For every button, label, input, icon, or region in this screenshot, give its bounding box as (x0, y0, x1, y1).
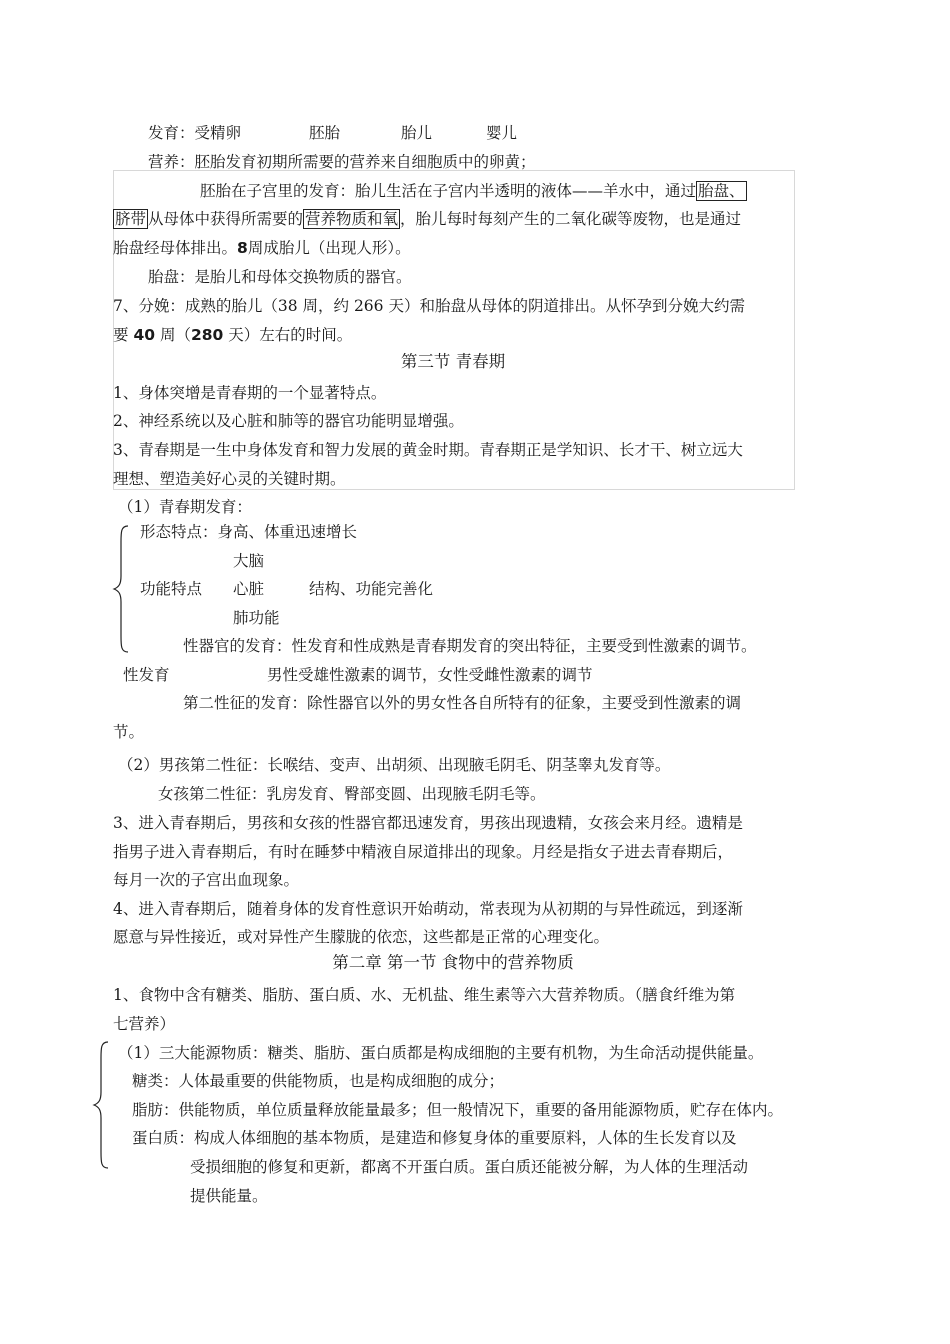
protein-line-3: 提供能量。 (190, 1187, 268, 1205)
birth-line-1: 7、分娩：成熟的胎儿（38 周，约 266 天）和胎盘从母体的阴道排出。从怀孕到分娩大约需 (113, 297, 745, 315)
uterus-text-4: 胎盘经母体排出。 (113, 239, 238, 257)
stage-embryo: 胚胎 (309, 124, 341, 142)
uterus-text-5: 周成胎儿（出现人形）。 (247, 239, 411, 257)
birth-weeks: 40 (133, 326, 156, 344)
puberty-p4-line-2: 愿意与异性接近，或对异性产生朦胧的依恋，这些都是正常的心理变化。 (113, 928, 610, 946)
stage-zygote: 受精卵 (194, 124, 242, 142)
puberty-p3-line-1: 3、青春期是一生中身体发育和智力发展的黄金时期。青春期正是学知识、长才干、树立远大 (113, 441, 743, 459)
fat-line: 脂肪：供能物质，单位质量释放能量最多；但一般情况下，重要的备用能源物质，贮存在体内。 (132, 1101, 784, 1119)
energy-brace (92, 1040, 112, 1170)
birth-days: 280 (190, 326, 224, 344)
secondary-sex-line-2: 节。 (113, 723, 145, 741)
placenta-line: 胎盘：是胎儿和母体交换物质的器官。 (148, 268, 412, 286)
puberty-p3b-line-2: 指男子进入青春期后，有时在睡梦中精液自尿道排出的现象。月经是指女子进去青春期后， (113, 843, 734, 861)
uterus-text-2: 从母体中获得所需要的 (148, 210, 304, 228)
section3-title: 第三节 青春期 (400, 352, 506, 371)
development-label: 发育： (148, 124, 195, 142)
function-desc: 结构、功能完善化 (309, 580, 434, 598)
uterus-line-1 (200, 181, 747, 201)
food-f1-line-2: 七营养） (113, 1015, 176, 1033)
puberty-p3b-line-1: 3、进入青春期后，男孩和女孩的性器官都迅速发育，男孩出现遗精，女孩会来月经。遗精是 (113, 814, 743, 832)
food-f1-line-1: 1、食物中含有糖类、脂肪、蛋白质、水、无机盐、维生素等六大营养物质。（膳食纤维为第 (113, 986, 736, 1004)
protein-line-1: 蛋白质：构成人体细胞的基本物质，是建造和修复身体的重要原料，人体的生长发育以及 (132, 1129, 737, 1147)
puberty-p3b-line-3: 每月一次的子宫出血现象。 (113, 871, 300, 889)
uterus-text-1: 胚胎在子宫里的发育：胎儿生活在子宫内半透明的液体——羊水中，通过 (200, 182, 697, 200)
energy-line: （1）三大能源物质：糖类、脂肪、蛋白质都是构成细胞的主要有机物，为生命活动提供能量。 (118, 1044, 764, 1062)
birth-line-2 (113, 325, 352, 345)
placenta-box: 胎盘、 (698, 182, 745, 200)
puberty-p1: 1、身体突增是青春期的一个显著特点。 (113, 384, 387, 402)
secondary-sex-line-1: 第二性征的发育：除性器官以外的男女性各自所特有的征象，主要受到性激素的调 (183, 694, 742, 712)
stage-infant: 婴儿 (486, 124, 518, 142)
brain-label: 大脑 (233, 552, 265, 570)
birth-text-c: 天）左右的时间。 (223, 326, 353, 344)
lung-label: 肺功能 (233, 609, 280, 627)
puberty-sub1: （1）青春期发育： (118, 498, 252, 516)
sex-dev-label: 性发育 (123, 666, 170, 684)
hormone-line: 男性受雄性激素的调节，女性受雌性激素的调节 (267, 666, 593, 684)
sex-organ-line: 性器官的发育：性发育和性成熟是青春期发育的突出特征，主要受到性激素的调节。 (183, 637, 757, 655)
week-number: 8 (237, 239, 248, 257)
sugar-line: 糖类：人体最重要的供能物质，也是构成细胞的成分； (132, 1072, 505, 1090)
morph-feature: 形态特点：身高、体重迅速增长 (140, 523, 358, 541)
puberty-brace (112, 524, 132, 654)
uterus-text-3: ，胎儿每时每刻产生的二氧化碳等废物，也是通过 (400, 210, 742, 228)
umbilical-box: 脐带 (115, 210, 147, 228)
stage-fetus: 胎儿 (401, 124, 433, 142)
nutrition-line: 营养：胚胎发育初期所需要的营养来自细胞质中的卵黄； (148, 153, 536, 171)
birth-text-b: 周（ (155, 326, 191, 344)
boys-traits: （2）男孩第二性征：长喉结、变声、出胡须、出现腋毛阴毛、阴茎睾丸发育等。 (118, 756, 671, 774)
function-feature-label: 功能特点 (140, 580, 203, 598)
birth-text-a: 要 (113, 326, 134, 344)
chapter2-title: 第二章 第一节 食物中的营养物质 (332, 953, 574, 972)
development-line (148, 123, 241, 143)
nutrients-oxygen-box: 营养物质和氧 (305, 210, 399, 228)
girls-traits: 女孩第二性征：乳房发育、臀部变圆、出现腋毛阴毛等。 (158, 785, 546, 803)
uterus-line-3 (113, 238, 411, 258)
puberty-p4-line-1: 4、进入青春期后，随着身体的发育性意识开始萌动，常表现为从初期的与异性疏远，到逐渐 (113, 900, 743, 918)
uterus-line-2 (113, 209, 741, 229)
puberty-p2: 2、神经系统以及心脏和肺等的器官功能明显增强。 (113, 412, 464, 430)
heart-label: 心脏 (233, 580, 265, 598)
puberty-p3-line-2: 理想、塑造美好心灵的关键时期。 (113, 470, 346, 488)
protein-line-2: 受损细胞的修复和更新，都离不开蛋白质。蛋白质还能被分解，为人体的生理活动 (190, 1158, 749, 1176)
